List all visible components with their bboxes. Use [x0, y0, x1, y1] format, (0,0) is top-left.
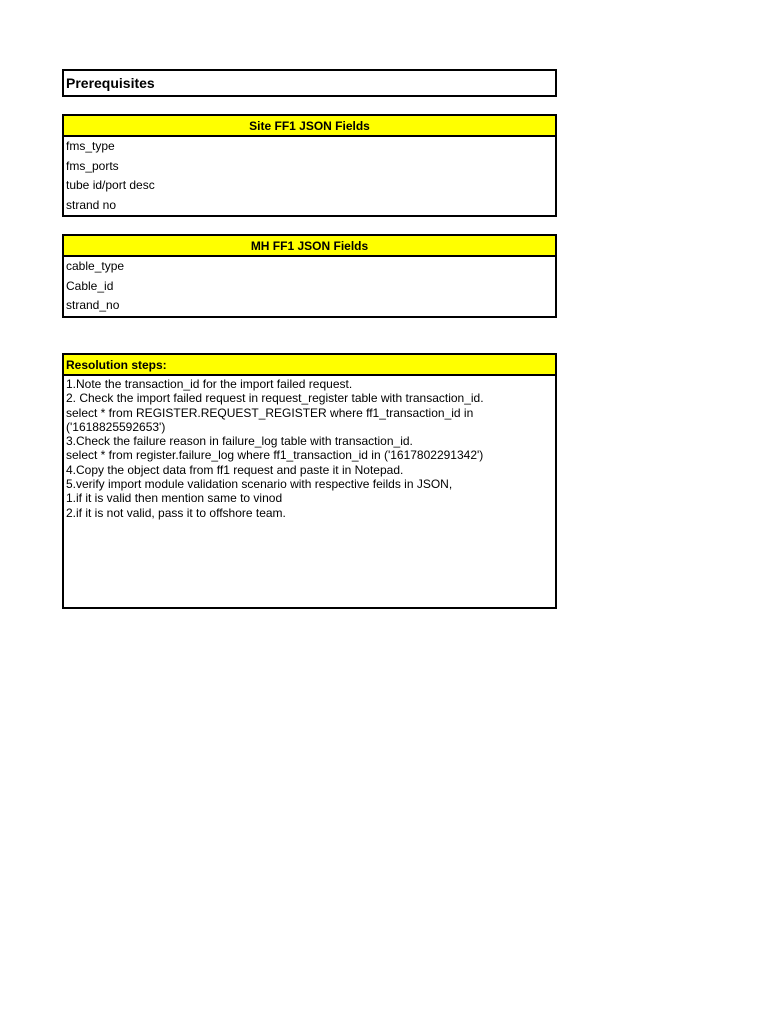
site-ff1-field: fms_ports [66, 158, 119, 173]
site-ff1-field: fms_type [66, 139, 115, 153]
site-ff1-field: strand no [66, 197, 117, 212]
resolution-steps-box [62, 353, 557, 609]
resolution-step-line: 1.if it is valid then mention same to vinod [66, 491, 283, 506]
resolution-steps-list [64, 376, 555, 520]
site-ff1-field: tube id/port desc [66, 178, 155, 192]
resolution-step-line: 1.Note the transaction_id for the import failed request. [66, 377, 353, 391]
mh-ff1-field: cable_type [66, 259, 125, 273]
resolution-step-line: 3.Check the failure reason in failure_log table with transaction_id. [66, 434, 413, 449]
site-ff1-field-list [64, 137, 555, 215]
resolution-step-line: select * from REGISTER.REQUEST_REGISTER where ff1_transaction_id in [66, 405, 474, 420]
resolution-step-line: 4.Copy the object data from ff1 request and paste it in Notepad. [66, 462, 404, 477]
mh-ff1-fields-table [62, 234, 557, 318]
mh-ff1-header: MH FF1 JSON Fields [64, 236, 555, 257]
site-ff1-fields-table [62, 114, 557, 217]
resolution-step-line: ('1618825592653') [66, 419, 166, 434]
resolution-step-line: 2.if it is not valid, pass it to offshore team. [66, 505, 286, 520]
resolution-steps-header: Resolution steps: [64, 355, 555, 376]
resolution-step-line: select * from register.failure_log where ff1_transaction_id in ('1617802291342') [66, 448, 484, 463]
resolution-step-line: 5.verify import module validation scenario with respective feilds in JSON, [66, 477, 453, 492]
mh-ff1-field-list [64, 257, 555, 316]
mh-ff1-field: Cable_id [66, 278, 114, 293]
prerequisites-box [62, 69, 557, 97]
prerequisites-title: Prerequisites [66, 75, 155, 91]
resolution-step-line: 2. Check the import failed request in request_register table with transaction_id. [66, 391, 484, 406]
mh-ff1-field: strand_no [66, 298, 120, 312]
site-ff1-header: Site FF1 JSON Fields [64, 116, 555, 137]
